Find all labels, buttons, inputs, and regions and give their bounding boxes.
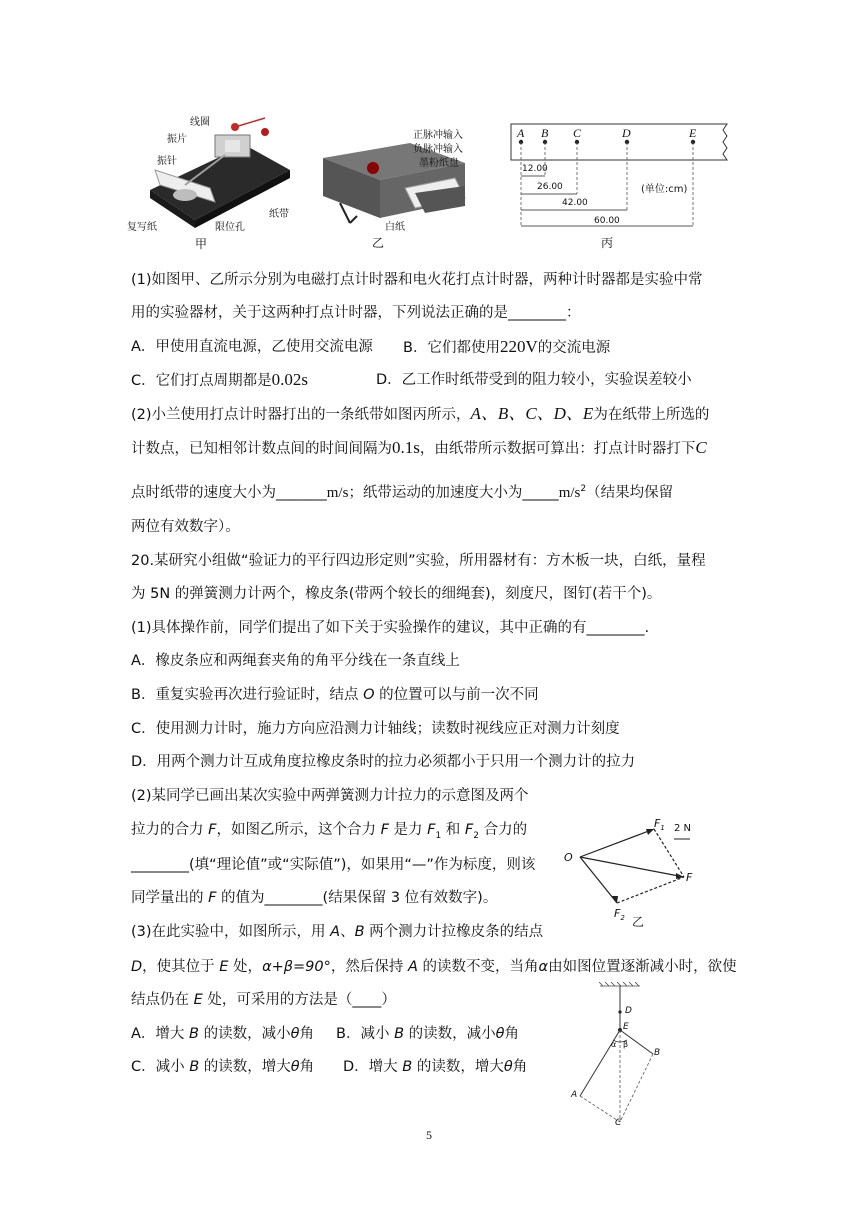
electromagnetic-timer-drawing [125, 110, 295, 255]
q20-p3-l2-a: ，使其位于 [142, 959, 220, 975]
q20-p3-condition: α+β=90° [262, 959, 331, 975]
q19-part2-line1 [131, 404, 709, 425]
q20-p3-opt-a-b-letter: B [189, 1026, 199, 1042]
tape-distance-ae: 60.00 [594, 216, 620, 226]
q20-p3-b: 、 [340, 924, 355, 940]
q19-part2-points: A、B、C、D、E [470, 404, 594, 423]
force-label-f1-sub: 1 [660, 824, 665, 833]
q19-part2-pre: (2)小兰使用打点计时器打出的一条纸带如图丙所示， [131, 407, 471, 423]
q20-p2-f-again: F [380, 822, 389, 838]
knot-label-c: C [615, 1118, 622, 1128]
label-needle: 振针 [157, 156, 177, 167]
label-positive-pulse: 正脉冲输入 [413, 130, 463, 141]
q20-p2-l4-b: 的值为________(结果保留 3 位有效数字)。 [216, 890, 498, 906]
knot-label-b: B [654, 1048, 661, 1058]
tape-point-e: E [689, 126, 697, 140]
tape-unit: (单位:cm) [641, 184, 688, 195]
knot-label-e: E [623, 1022, 629, 1032]
q20-p3-l2-b: 处， [228, 959, 263, 975]
knot-label-a: A [571, 1090, 578, 1100]
figure-electromagnetic-timer [125, 110, 295, 255]
q20-p3-opt-b-b-letter: B [394, 1026, 405, 1042]
q19-part2-line3-mid: ；纸带运动的加速度大小为_____ [348, 484, 559, 501]
q20-option-b [131, 685, 539, 705]
label-ink-disc: 墨粉纸盘 [419, 158, 459, 169]
q20-p2-l4-a: 同学量出的 [131, 890, 209, 906]
q19-part2-line4: 两位有效数字）。 [131, 519, 240, 535]
label-paper-tape: 纸带 [269, 209, 289, 220]
q20-part2-line3: ________(填“理论值”或“实际值”)，如果用“—”作为标度，则该 [131, 857, 536, 873]
q20-part2-line4 [131, 888, 497, 908]
q19-part2-post: 为在纸带上所选的 [593, 407, 710, 423]
q20-option-a: A．橡皮条应和两绳套夹角的角平分线在一条直线上 [131, 653, 460, 669]
q20-p3-opt-a-b: 的读数，减小 [198, 1026, 291, 1042]
tape-point-d: D [622, 126, 631, 140]
knot-label-alpha: α [611, 1040, 617, 1049]
q20-p3-a: (3)在此实验中，如图所示，用 [131, 924, 331, 940]
q20-p3-l2-d: 的读数不变，当角 [417, 959, 539, 975]
q20-p3-c: 两个测力计拉橡皮条的结点 [364, 924, 544, 940]
knot-label-d: D [625, 1006, 632, 1016]
caption-jia: 甲 [195, 237, 208, 251]
q20-p2-a: 拉力的合力 [131, 822, 209, 838]
q20-p2-l4-f: F [208, 890, 217, 906]
q20-p2-b: ，如图乙所示，这个合力 [216, 822, 381, 838]
q19-option-b-post: 的交流电源 [537, 340, 611, 356]
q20-part1: (1)具体操作前，同学们提出了如下关于实验操作的建议，其中正确的有________. [131, 620, 650, 636]
q20-p3-opt-b-c: 角 [504, 1026, 519, 1042]
q20-p3-l3-a: 结点仍在 [131, 992, 194, 1008]
q20-p3-option-d [343, 1057, 527, 1077]
q20-p3-letter-a: A [330, 924, 341, 940]
q20-p3-opt-c-c: 角 [299, 1059, 315, 1075]
q20-p3-letter-b: B [354, 924, 365, 940]
q19-part1-line1: (1)如图甲、乙所示分别为电磁打点计时器和电火花打点计时器，两种计时器都是实验中常 [131, 272, 703, 288]
q20-p2-f2: F [464, 822, 474, 838]
q20-p3-letter-e2: E [193, 992, 203, 1008]
q20-p2-f1-sub: 1 [435, 830, 442, 841]
force-label-f1 [654, 817, 665, 832]
q19-option-d: D．乙工作时纸带受到的阻力较小，实验误差较小 [376, 372, 692, 388]
force-label-f2-sub: 2 [620, 914, 625, 923]
q20-part3-line3 [131, 990, 396, 1010]
q20-p3-opt-d-a: D．增大 [343, 1059, 403, 1075]
q20-p3-letter-a2: A [407, 959, 418, 975]
q19-part2-interval: 0.1s [392, 438, 420, 457]
q20-p3-option-c [131, 1057, 314, 1077]
force-label-o: O [564, 851, 573, 864]
figure-knot-diagram [565, 982, 675, 1130]
q20-p3-option-b [336, 1024, 519, 1044]
q20-option-b-pre: B．重复实验再次进行验证时，结点 [131, 687, 364, 703]
q20-p2-f1: F [427, 822, 436, 838]
q20-p3-opt-d-b-letter: B [402, 1059, 413, 1075]
q20-part2-line1: (2)某同学已画出某次实验中两弹簧测力计拉力的示意图及两个 [131, 788, 529, 804]
tape-distance-ab: 12.00 [522, 164, 548, 174]
tape-point-c: C [573, 126, 582, 140]
q20-p3-option-a [131, 1024, 314, 1044]
tape-point-a: A [517, 126, 525, 140]
q19-part2-point-c: C [695, 438, 707, 457]
q19-part2-unit-velocity: m/s [326, 484, 349, 501]
label-vibrator: 振片 [167, 134, 187, 145]
caption-bing: 丙 [601, 236, 614, 250]
q20-p3-opt-b-a: B．减小 [336, 1026, 395, 1042]
q20-intro-line1: 20.某研究小组做“验证力的平行四边形定则”实验，所用器材有：方木板一块，白纸，量程 [131, 553, 706, 569]
q20-p3-opt-d-c: 角 [512, 1059, 528, 1075]
page-number: 5 [426, 1128, 432, 1142]
tape-distance-ad: 42.00 [562, 198, 588, 208]
q20-p2-d: 和 [441, 822, 465, 838]
q20-p2-c: 是力 [388, 822, 428, 838]
q20-option-d: D．用两个测力计互成角度拉橡皮条时的拉力必须都小于只用一个测力计的拉力 [131, 754, 636, 770]
q20-p3-letter-e: E [219, 959, 229, 975]
force-label-f1-letter: F [654, 817, 661, 830]
q20-p3-opt-d-theta: θ [503, 1059, 513, 1075]
q19-part2-line3-pre: 点时纸带的速度大小为_______ [131, 484, 327, 501]
figure-force-parallelogram [562, 815, 712, 930]
q20-p3-opt-b-theta: θ [495, 1026, 505, 1042]
q19-part2-line2-pre: 计数点，已知相邻计数点间的时间间隔为 [131, 441, 392, 457]
q20-p3-opt-c-theta: θ [290, 1059, 300, 1075]
q20-p3-opt-a-a: A．增大 [131, 1026, 190, 1042]
q19-part2-unit-accel: m/s [558, 484, 581, 501]
q20-option-b-o: O [363, 687, 375, 703]
q20-part3-line1 [131, 922, 543, 942]
q19-option-b-pre: B．它们都使用 [403, 340, 500, 356]
q20-p3-opt-b-b: 的读数，减小 [404, 1026, 496, 1042]
q19-option-c-period: 0.02s [271, 370, 308, 389]
q19-part2-line3-post: （结果均保留 [586, 484, 674, 501]
q20-p3-alpha: α [538, 959, 549, 975]
force-label-f2-letter: F [614, 907, 621, 920]
q20-p2-f: F [208, 822, 217, 838]
q20-part3-line2 [131, 957, 737, 977]
q20-p2-f2-sub: 2 [473, 830, 479, 841]
label-negative-pulse: 负脉冲输入 [413, 144, 463, 155]
q19-part2-line2-mid: ，由纸带所示数据可算出：打点计时器打下 [419, 441, 696, 457]
caption-force: 乙 [632, 915, 645, 929]
q20-part2-line2 [131, 820, 527, 846]
q20-p2-e: 合力的 [479, 822, 528, 838]
q20-p3-opt-c-a: C．减小 [131, 1059, 190, 1075]
q19-part1-line2: 用的实验器材，关于这两种打点计时器，下列说法正确的是________： [131, 305, 581, 321]
q20-p3-opt-a-theta: θ [290, 1026, 300, 1042]
force-label-f2 [614, 907, 625, 922]
tape-distance-ac: 26.00 [537, 182, 563, 192]
q19-option-b [403, 337, 610, 358]
q20-p3-opt-d-b: 的读数，增大 [412, 1059, 504, 1075]
tape-point-b: B [541, 126, 549, 140]
q19-part2-line3 [131, 479, 673, 503]
q20-p3-opt-c-b-letter: B [189, 1059, 200, 1075]
q20-p3-opt-a-c: 角 [299, 1026, 314, 1042]
label-coil: 线圈 [190, 117, 210, 128]
q20-p3-l2-c: ，然后保持 [330, 959, 408, 975]
q20-p3-l3-b: 处，可采用的方法是（____） [202, 992, 396, 1008]
force-label-f: F [686, 871, 693, 884]
q19-part2-line2 [131, 438, 707, 459]
q20-option-c: C．使用测力计时，施力方向应沿测力计轴线；读数时视线应正对测力计刻度 [131, 721, 620, 737]
q19-option-c-pre: C．它们打点周期都是 [131, 373, 272, 389]
knot-label-beta: β [623, 1040, 629, 1049]
figure-paper-tape [505, 118, 735, 258]
q19-option-b-voltage: 220V [499, 337, 538, 356]
force-scale-label: 2 N [674, 823, 692, 834]
label-white-paper: 白纸 [385, 222, 405, 233]
q19-part2-unit-accel-exp: 2 [580, 484, 587, 494]
q19-option-c [131, 370, 308, 391]
figure-spark-timer [315, 118, 505, 258]
q20-intro-line2: 为 5N 的弹簧测力计两个，橡皮条(带两个较长的细绳套)，刻度尺，图钉(若干个)。 [131, 586, 662, 602]
caption-yi: 乙 [372, 236, 385, 250]
q20-option-b-post: 的位置可以与前一次不同 [374, 687, 539, 703]
label-limit-hole: 限位孔 [215, 222, 245, 233]
label-carbon-paper: 复写纸 [127, 222, 157, 233]
q20-p3-letter-d: D [131, 959, 143, 975]
q20-p3-l2-e: 由如图位置逐渐减小时，欲使 [548, 959, 737, 975]
q19-option-a: A．甲使用直流电源，乙使用交流电源 [131, 339, 373, 355]
q20-p3-opt-c-b: 的读数，增大 [199, 1059, 291, 1075]
spark-timer-drawing [315, 118, 505, 258]
